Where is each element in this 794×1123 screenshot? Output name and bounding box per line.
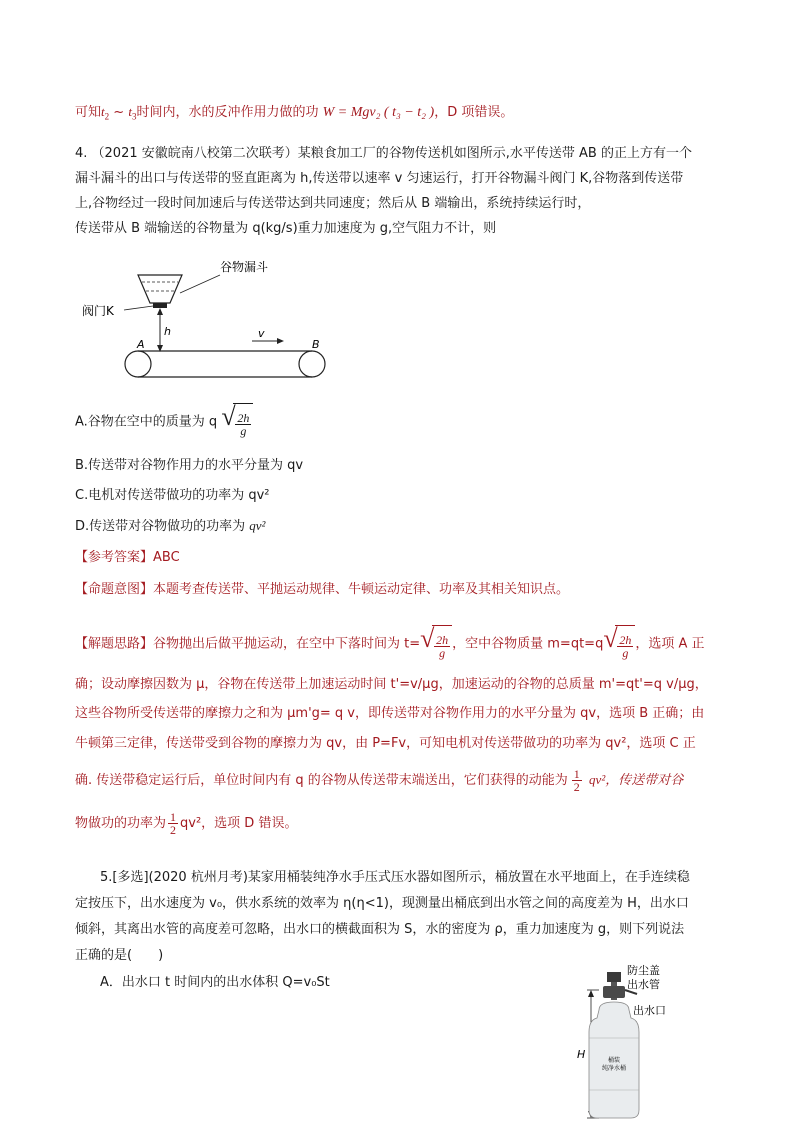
- q5-option-a: A．出水口 t 时间内的出水体积 Q=v₀St: [100, 975, 330, 990]
- option-d-formula: qv²: [249, 518, 266, 533]
- sol-mass-den: g: [622, 645, 629, 660]
- sol-mass-num: √ 2h: [619, 632, 632, 647]
- q5-line3: 倾斜，其离出水管的高度差可忽略，出水口的横截面积为 S，水的密度为 ρ，重力加速度为 g，则下列说法: [75, 922, 685, 937]
- conveyor-diagram: [80, 255, 340, 385]
- q5-line4: 正确的是( ): [75, 948, 164, 963]
- solution-1b: ，空中谷物质量 m=qt=q: [452, 636, 604, 652]
- solution-line-6: [75, 806, 297, 842]
- h-dim-label: H: [577, 1048, 586, 1061]
- solution-1c: ，选项 A 正: [635, 636, 705, 652]
- bottle-text-2: 纯净水桶: [601, 1065, 627, 1072]
- bottle-text-1: 桶装: [607, 1057, 621, 1064]
- q5-line1: 5.[多选](2020 杭州月考)某家用桶装纯净水手压式压水器如图所示，桶放置在水平地面上，在手连续稳: [100, 870, 690, 885]
- tilde: ~: [109, 105, 129, 120]
- funnel-label: 谷物漏斗: [220, 260, 269, 274]
- water-pump-figure: [575, 962, 715, 1122]
- q4-option-c: C.电机对传送带做功的功率为 qv²: [75, 488, 270, 503]
- prev-answer-post: ，D 项错误。: [434, 105, 514, 120]
- sol-5-den: 2: [573, 780, 580, 794]
- intent-line: [75, 581, 569, 599]
- v-label: v: [258, 327, 265, 340]
- solution-1a: 谷物抛出后做平抛运动，在空中下落时间为 t=: [153, 636, 421, 652]
- q4-option-a: [75, 403, 253, 441]
- work-formula: W = Mgv₂ ( t₃ − t₂ ): [322, 105, 435, 120]
- t2-sub: 2: [104, 111, 110, 122]
- valve-label: 阀门K: [82, 304, 114, 318]
- q4-option-d: [75, 517, 265, 536]
- dust-cap-shape: [607, 972, 621, 982]
- solution-5a: 确. 传送带稳定运行后，单位时间内有 q 的谷物从传送带末端送出，它们获得的动能为: [75, 773, 568, 788]
- funnel-shape: [138, 275, 182, 303]
- sol-6-den: 2: [170, 823, 177, 837]
- pump-body: [603, 986, 625, 998]
- answer-value: ABC: [153, 550, 180, 565]
- answer-label: 【参考答案】: [75, 550, 154, 565]
- option-a-num: √ 2h: [237, 410, 250, 425]
- outlet-label: 出水口: [633, 1004, 666, 1017]
- solution-line-3: 这些谷物所受传送带的摩擦力之和为 μm'g= q v，即传送带对谷物作用力的水平分量为 qv，选项 B 正确；由: [75, 706, 705, 721]
- pipe-label: 出水管: [627, 978, 660, 991]
- option-a-text: A.谷物在空中的质量为 q: [75, 414, 218, 430]
- pulley-a: [125, 351, 151, 377]
- t3-var: t: [128, 104, 132, 119]
- t3-sub: 3: [131, 111, 137, 122]
- option-a-den: g: [240, 423, 247, 438]
- q4-header: 4. （2021 安徽皖南八校第二次联考）某粮食加工厂的谷物传送机如图所示,水平传送带 AB 的正上方有一个: [75, 146, 692, 161]
- a-label: A: [137, 338, 145, 351]
- sol-5-frac: [572, 768, 582, 793]
- sol-time-num: √ 2h: [436, 632, 449, 647]
- option-d-text: D.传送带对谷物做功的功率为: [75, 519, 250, 534]
- q4-option-b: B.传送带对谷物作用力的水平分量为 qv: [75, 458, 304, 473]
- t2-var: t: [101, 104, 105, 119]
- solution-line-1: [75, 625, 705, 663]
- solution-line-2: 确；设动摩擦因数为 μ，谷物在传送带上加速运动时间 t'=v/μg，加速运动的谷物的总质量 m'=qt'=q v/μg，: [75, 677, 708, 692]
- h-label: h: [164, 325, 171, 338]
- solution-line-5: [75, 762, 683, 799]
- prev-answer-mid: 时间内，水的反冲作用力做的功: [136, 105, 323, 120]
- sol-mass-sqrt: [603, 625, 635, 663]
- option-a-sqrt: [221, 403, 253, 441]
- b-label: B: [312, 338, 320, 351]
- solution-6a: 物做功的功率为: [75, 816, 167, 831]
- dust-cap-label: 防尘盖: [627, 964, 660, 977]
- q4-line4: 传送带从 B 端输送的谷物量为 q(kg/s)重力加速度为 g,空气阻力不计，则: [75, 221, 497, 236]
- prev-answer-line: [75, 103, 513, 126]
- solution-5b: qv²，传送带对谷: [585, 772, 684, 787]
- solution-label: 【解题思路】: [75, 636, 154, 652]
- sol-6-num: 1: [170, 810, 177, 824]
- sol-time-sqrt: [420, 625, 452, 663]
- q4-line3: 上,谷物经过一段时间加速后与传送带达到共同速度；然后从 B 端输出，系统持续运行时，: [75, 196, 591, 211]
- q4-line2: 漏斗漏斗的出口与传送带的竖直距离为 h,传送带以速率 v 匀速运行，打开谷物漏斗阀门 K,谷物落到传送带: [75, 171, 684, 186]
- sol-5-num: 1: [573, 767, 580, 781]
- sol-6-frac: [168, 811, 178, 836]
- pulley-b: [299, 351, 325, 377]
- sol-time-den: g: [439, 645, 446, 660]
- q5-line2: 定按压下，出水速度为 v₀，供水系统的效率为 η(η<1)，现测量出桶底到出水管之间的高度差为 H，出水口: [75, 896, 689, 911]
- intent-text: 本题考查传送带、平抛运动规律、牛顿运动定律、功率及其相关知识点。: [153, 582, 570, 597]
- solution-6b: qv²，选项 D 错误。: [180, 816, 298, 831]
- intent-label: 【命题意图】: [75, 582, 154, 597]
- valve-shape: [153, 303, 167, 308]
- answer-line: [75, 549, 180, 567]
- solution-line-4: 牛顿第三定律，传送带受到谷物的摩擦力为 qv，由 P=Fv，可知电机对传送带做功的功率为 qv²，选项 C 正: [75, 736, 696, 751]
- prev-answer-pre: 可知: [75, 105, 102, 120]
